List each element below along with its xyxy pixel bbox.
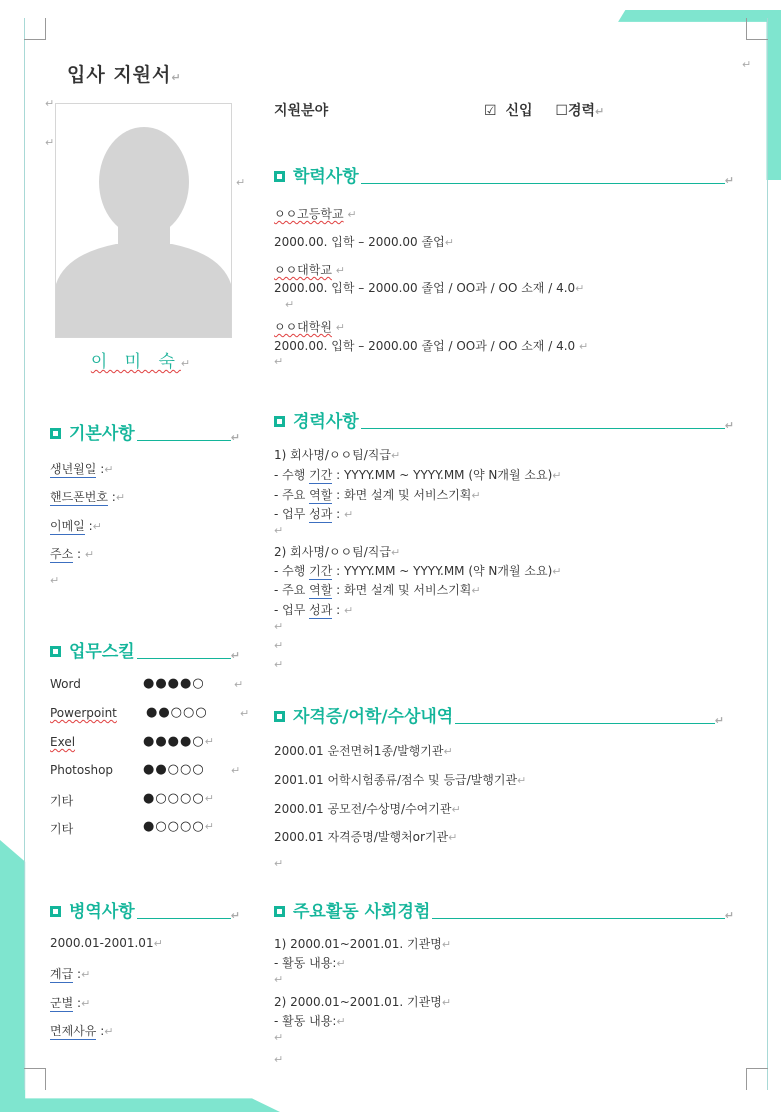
skill-level-dots: ●●●●○ xyxy=(143,676,205,691)
military-branch[interactable]: 군별 :↵ xyxy=(50,996,91,1010)
skill-name[interactable]: Powerpoint xyxy=(50,706,117,720)
cert-item[interactable]: 2000.01 자격증명/발행처or기관↵ xyxy=(274,830,458,844)
apply-options: ☑ 신입 ☐경력↵ xyxy=(484,103,605,119)
paragraph-mark: ↵ xyxy=(274,639,284,652)
skill-level-dots: ●○○○○↵ xyxy=(143,791,215,806)
skill-name[interactable]: Word xyxy=(50,677,81,691)
option-career-label: 경력 xyxy=(567,103,595,119)
skill-level-dots: ●●○○○ xyxy=(146,705,208,720)
crop-mark-bottom-right xyxy=(746,1068,768,1090)
bullet-square-icon xyxy=(274,171,285,182)
section-header-career: 경력사항 ↵ xyxy=(274,407,734,432)
section-header-education: 학력사항 ↵ xyxy=(274,162,734,187)
skill-level-dots: ●○○○○↵ xyxy=(143,819,215,834)
paragraph-mark: ↵ xyxy=(231,764,241,777)
career-job-1-period[interactable]: - 수행 기간 : YYYY.MM ~ YYYY.MM (약 N개월 소요)↵ xyxy=(274,468,562,482)
bullet-square-icon xyxy=(274,711,285,722)
education-school-2-detail[interactable]: 2000.00. 입학 – 2000.00 졸업 / OO과 / OO 소재 / 4.0↵ xyxy=(274,281,585,295)
document-title[interactable]: 입사 지원서↵ xyxy=(67,64,182,86)
bullet-square-icon xyxy=(274,416,285,427)
checkbox-career[interactable]: ☐ xyxy=(555,103,568,119)
cert-item[interactable]: 2000.01 공모전/수상명/수여기관↵ xyxy=(274,802,461,816)
section-header-skills: 업무스킬 ↵ xyxy=(50,637,240,662)
avatar-placeholder-icon xyxy=(56,104,231,337)
crop-mark-top-left xyxy=(24,18,46,40)
paragraph-mark: ↵ xyxy=(274,620,284,633)
paragraph-mark: ↵ xyxy=(285,298,295,311)
paragraph-mark: ↵ xyxy=(274,355,284,368)
paragraph-mark: ↵ xyxy=(742,58,752,71)
activity-item-2[interactable]: 2) 2000.01~2001.01. 기관명↵ xyxy=(274,995,452,1009)
skill-level-dots: ●●●●○↵ xyxy=(143,734,215,749)
paragraph-mark: ↵ xyxy=(274,1053,284,1066)
paragraph-mark: ↵ xyxy=(274,658,284,671)
education-school-1[interactable]: ㅇㅇ고등학교 ↵ xyxy=(274,207,357,221)
paragraph-mark: ↵ xyxy=(274,1031,284,1044)
military-exempt[interactable]: 면제사유 :↵ xyxy=(50,1024,114,1038)
bullet-square-icon xyxy=(50,428,61,439)
career-job-1-title[interactable]: 1) 회사명/ㅇㅇ팀/직급↵ xyxy=(274,448,401,462)
section-header-military: 병역사항 ↵ xyxy=(50,897,240,922)
bullet-square-icon xyxy=(50,906,61,917)
profile-photo[interactable] xyxy=(55,103,232,338)
crop-mark-bottom-left xyxy=(24,1068,46,1090)
career-job-2-title[interactable]: 2) 회사명/ㅇㅇ팀/직급↵ xyxy=(274,545,401,559)
skill-level-dots: ●●○○○ xyxy=(143,762,205,777)
skill-name[interactable]: Photoshop xyxy=(50,763,114,777)
section-header-certs: 자격증/어학/수상내역 ↵ xyxy=(274,702,724,727)
career-job-2-period[interactable]: - 수행 기간 : YYYY.MM ~ YYYY.MM (약 N개월 소요)↵ xyxy=(274,564,562,578)
career-job-1-role[interactable]: - 주요 역할 : 화면 설계 및 서비스기획↵ xyxy=(274,488,481,502)
education-school-3[interactable]: ㅇㅇ대학원 ↵ xyxy=(274,320,346,334)
crop-mark-top-right xyxy=(746,18,768,40)
skill-name[interactable]: Exel xyxy=(50,735,76,749)
applicant-name[interactable]: 이 미 숙↵ xyxy=(90,352,197,372)
paragraph-mark: ↵ xyxy=(45,136,55,149)
activity-item-2-detail[interactable]: - 활동 내용:↵ xyxy=(274,1014,346,1028)
checkbox-new[interactable]: ☑ xyxy=(484,103,497,119)
education-school-3-detail[interactable]: 2000.00. 입학 – 2000.00 졸업 / OO과 / OO 소재 / 4.0 ↵ xyxy=(274,339,589,353)
skill-name[interactable]: 기타 xyxy=(50,822,74,836)
paragraph-mark: ↵ xyxy=(274,524,284,537)
section-header-basic: 기본사항 ↵ xyxy=(50,419,240,444)
paragraph-mark: ↵ xyxy=(50,574,60,587)
career-job-2-role[interactable]: - 주요 역할 : 화면 설계 및 서비스기획↵ xyxy=(274,583,481,597)
bullet-square-icon xyxy=(50,646,61,657)
section-header-activities: 주요활동 사회경험 ↵ xyxy=(274,897,734,922)
activity-item-1[interactable]: 1) 2000.01~2001.01. 기관명↵ xyxy=(274,937,452,951)
career-job-1-result[interactable]: - 업무 성과 : ↵ xyxy=(274,507,354,521)
basic-email[interactable]: 이메일 :↵ xyxy=(50,519,102,533)
paragraph-mark: ↵ xyxy=(274,973,284,986)
basic-phone[interactable]: 핸드폰번호 :↵ xyxy=(50,490,126,504)
paragraph-mark: ↵ xyxy=(240,707,250,720)
paragraph-mark: ↵ xyxy=(236,176,246,189)
activity-item-1-detail[interactable]: - 활동 내용:↵ xyxy=(274,956,346,970)
basic-birth[interactable]: 생년월일 :↵ xyxy=(50,462,114,476)
skill-name[interactable]: 기타 xyxy=(50,794,74,808)
option-new-label: 신입 xyxy=(505,103,533,119)
basic-address[interactable]: 주소 : ↵ xyxy=(50,547,95,561)
paragraph-mark: ↵ xyxy=(45,97,55,110)
military-period[interactable]: 2000.01-2001.01↵ xyxy=(50,936,163,950)
bullet-square-icon xyxy=(274,906,285,917)
paragraph-mark: ↵ xyxy=(274,857,284,870)
paragraph-mark: ↵ xyxy=(234,678,244,691)
military-rank[interactable]: 계급 :↵ xyxy=(50,967,91,981)
education-school-2[interactable]: ㅇㅇ대학교 ↵ xyxy=(274,263,346,277)
education-school-1-detail[interactable]: 2000.00. 입학 – 2000.00 졸업↵ xyxy=(274,235,454,249)
cert-item[interactable]: 2001.01 어학시험종류/점수 및 등급/발행기관↵ xyxy=(274,773,527,787)
apply-field-label: 지원분야 xyxy=(274,103,329,119)
cert-item[interactable]: 2000.01 운전면허1종/발행기관↵ xyxy=(274,744,453,758)
career-job-2-result[interactable]: - 업무 성과 : ↵ xyxy=(274,603,354,617)
